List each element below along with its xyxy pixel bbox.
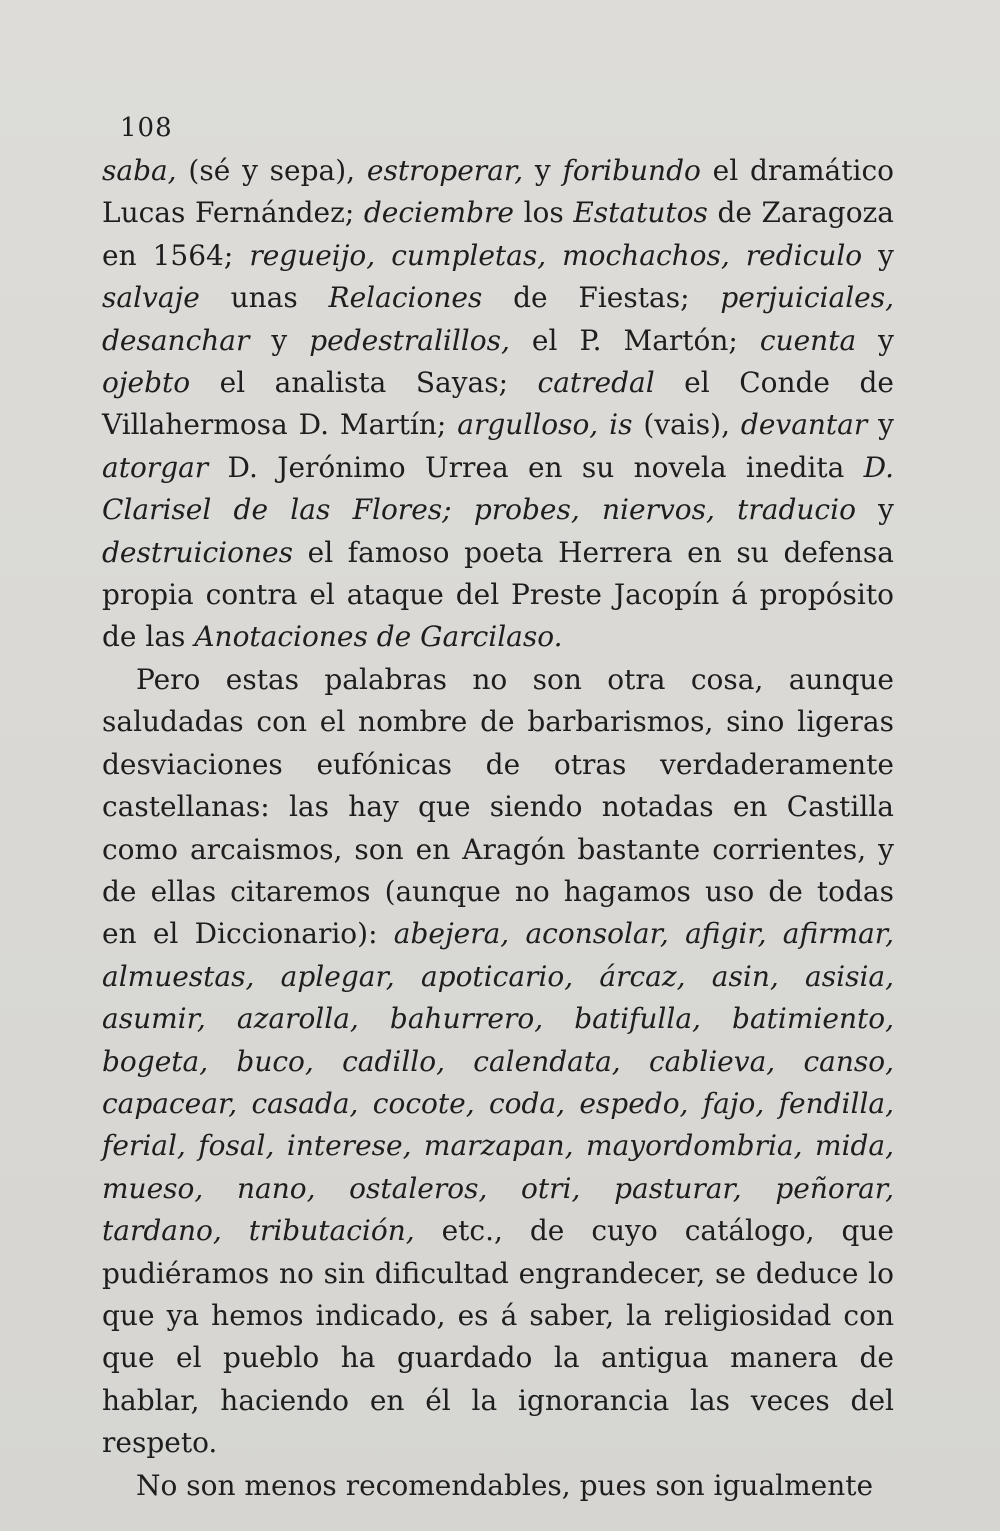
text-run: y — [862, 238, 894, 272]
text-run: y — [855, 493, 894, 527]
italic-term: foribundo — [562, 154, 701, 187]
text-run: Pero estas palabras no son otra cosa, aunque saludadas con el nombre de barbarismos, sino ligeras desviaciones eufónicas de otras verdaderamente castellanas: las hay que siendo notadas en Castilla como arcaismos, son en Aragón bastante corrientes, y de ellas citaremos (aunque no hagamos uso de todas en el Diccionario): — [102, 662, 894, 951]
text-run: y — [867, 408, 895, 442]
italic-term: atorgar — [102, 450, 209, 484]
italic-term: pedestralillos, — [309, 323, 510, 357]
text-run: No son menos recomendables, pues son igualmente — [136, 1468, 874, 1502]
italic-term: Estatutos — [573, 196, 708, 230]
body-text — [102, 150, 894, 1507]
italic-term: D. Clarisel de las Flores; probes, niervos, traducio — [102, 450, 894, 527]
text-run: y — [856, 323, 894, 357]
italic-term: destruiciones — [102, 535, 293, 569]
italic-term: catredal — [537, 366, 655, 400]
italic-term: ojebto — [102, 366, 191, 400]
paragraph-1 — [102, 150, 894, 659]
text-run: los — [513, 196, 574, 230]
text-run: etc., de cuyo catálogo, que pudiéramos no sin dificultad engrandecer, se deduce lo que ya hemos indicado, es á saber, la religiosidad con que el pueblo ha guardado la antigua manera de hablar, haciendo en él la ignorancia las veces del respeto. — [102, 1214, 894, 1460]
text-run: el dramático Lucas Fernández; — [102, 154, 894, 230]
italic-term: estroperar, — [366, 154, 524, 187]
text-run: de Fiestas; — [482, 281, 721, 315]
italic-term: perjuiciales, desanchar — [102, 281, 894, 357]
text-run: el analista Sayas; — [190, 366, 538, 400]
italic-term: cuenta — [759, 323, 857, 357]
text-run: el P. Martón; — [509, 323, 760, 357]
page-number: 108 — [120, 113, 173, 143]
italic-term: devantar — [740, 408, 868, 442]
italic-term: argulloso, is — [457, 408, 633, 442]
italic-term: Relaciones — [328, 281, 483, 315]
text-run: el famoso poeta Herrera en su defensa propia contra el ataque del Preste Jacopín á propósito de las — [102, 535, 894, 654]
text-run: y — [523, 154, 563, 187]
paragraph-2 — [102, 659, 894, 1465]
italic-term: saba, — [102, 154, 177, 187]
italic-term: Anotaciones de Garcilaso. — [194, 620, 563, 654]
italic-term: salvaje — [102, 281, 200, 315]
italic-term: deciembre — [363, 196, 514, 230]
text-run: y — [249, 323, 310, 357]
text-run: de Zaragoza en 1564; — [102, 196, 894, 272]
text-run: el Conde de Villahermosa D. Martín; — [102, 366, 894, 442]
paragraph-3 — [102, 1465, 894, 1507]
italic-term: abejera, aconsolar, afigir, afirmar, almuestas, aplegar, apoticario, árcaz, asin, asisia, asumir, azarolla, bahurrero, batifulla, batimiento, bogeta, buco, cadillo, calendata, cablieva, canso, capacear, casada, cocote, coda, espedo, fajo, fendilla, ferial, fosal, interese, marzapan, mayordombria, mida, mueso, nano, ostaleros, otri, pasturar, peñorar, tardano, tributación, — [102, 917, 894, 1248]
text-run: (sé y sepa), — [176, 154, 367, 187]
text-run: D. Jerónimo Urrea en su novela inedita — [208, 450, 864, 484]
italic-term: regueijo, cumpletas, mochachos, rediculo — [249, 238, 863, 272]
text-run: (vais), — [632, 408, 741, 442]
text-run: unas — [199, 281, 329, 315]
